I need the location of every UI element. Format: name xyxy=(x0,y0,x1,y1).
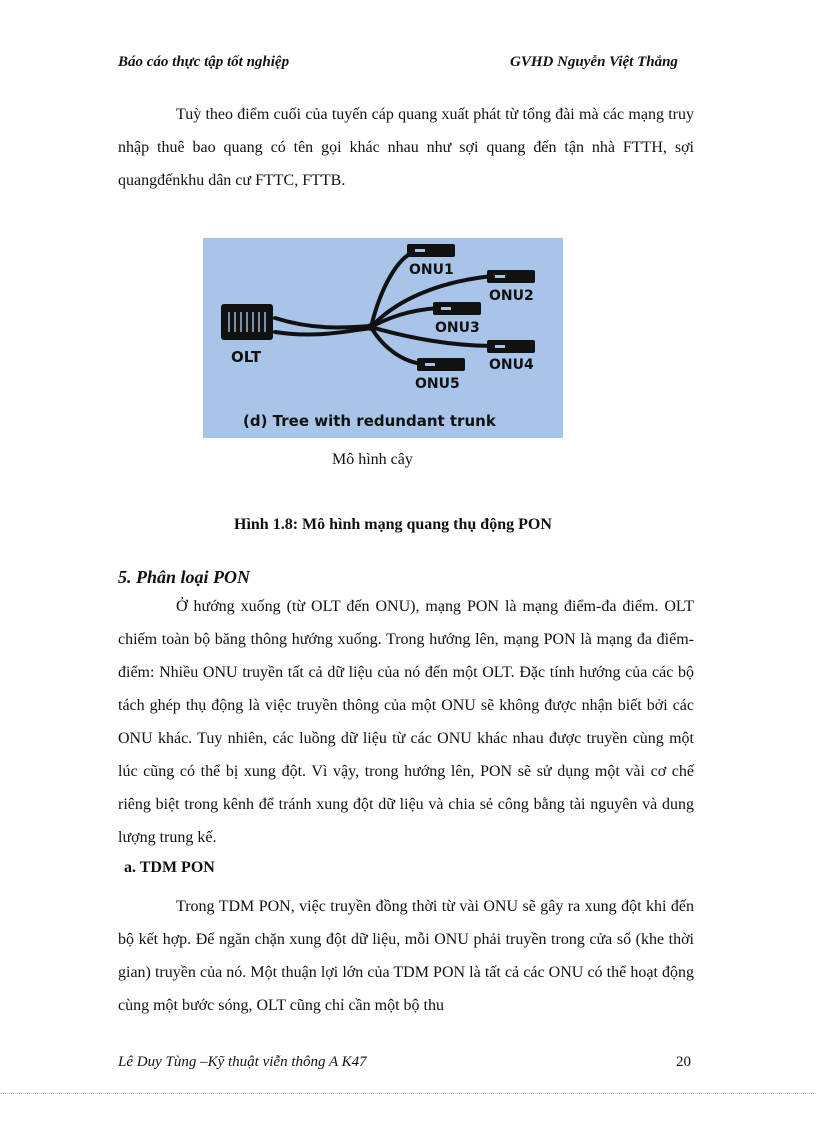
page-bottom-divider xyxy=(0,1093,816,1094)
onu1-label: ONU1 xyxy=(409,262,454,278)
onu4-device xyxy=(487,340,535,353)
section-text: Ở hướng xuống (từ OLT đến ONU), mạng PON là mạng điểm-đa điểm. OLT chiếm toàn bộ băng thông hướng xuống. Trong hướng lên, mạng PON là mạng đa điểm-điểm: Nhiều ONU truyền tất cả dữ liệu của nó đến một OLT. Đặc tính hướng của các bộ tách ghép thụ động là việc truyền thông của một ONU sẽ không được nhận biết bởi các ONU khác. Tuy nhiên, các luồng dữ liệu từ các ONU khác nhau được truyền cùng một lúc cũng có thể bị xung đột. Vì vậy, trong hướng lên, PON sẽ sử dụng một vài cơ chế riêng biệt trong kênh để tránh xung đột dữ liệu và chia sẻ công bằng tài nguyên và dung lượng trung kế. xyxy=(118,598,694,846)
tree-topology-diagram xyxy=(203,238,563,438)
page-number: 20 xyxy=(676,1054,691,1070)
subsection-paragraph xyxy=(118,890,694,1022)
figure-title: Hình 1.8: Mô hình mạng quang thụ động PON xyxy=(234,516,552,533)
intro-paragraph xyxy=(118,98,694,197)
subsection-text: Trong TDM PON, việc truyền đồng thời từ vài ONU sẽ gây ra xung đột khi đến bộ kết hợp. Để ngăn chặn xung đột dữ liệu, mỗi ONU phải truyền trong cửa sổ (khe thời gian) truyền của nó. Một thuận lợi lớn của TDM PON là tất cả các ONU có thể hoạt động cùng một bước sóng, OLT cũng chỉ cần một bộ thu xyxy=(118,898,694,1014)
image-caption: Mô hình cây xyxy=(332,451,413,468)
intro-text: Tuỳ theo điểm cuối của tuyến cáp quang xuất phát từ tổng đài mà các mạng truy nhập thuê bao quang có tên gọi khác nhau như sợi quang đến tận nhà FTTH, sợi quangđếnkhu dân cư FTTC, FTTB. xyxy=(118,106,694,189)
trunk-fiber-1 xyxy=(275,318,371,328)
onu3-label: ONU3 xyxy=(435,320,480,336)
onu4-label: ONU4 xyxy=(489,357,534,373)
figure-inner-caption: (d) Tree with redundant trunk xyxy=(243,412,496,430)
footer-author: Lê Duy Tùng –Kỹ thuật viễn thông A K47 xyxy=(118,1054,367,1070)
header-report-title: Báo cáo thực tập tốt nghiệp xyxy=(118,54,290,70)
section-paragraph xyxy=(118,590,694,854)
header-advisor: GVHD Nguyễn Việt Thắng xyxy=(510,54,678,70)
onu5-device xyxy=(417,358,465,371)
olt-device xyxy=(221,304,273,340)
section-heading: 5. Phân loại PON xyxy=(118,567,251,587)
onu1-device xyxy=(407,244,455,257)
onu2-device xyxy=(487,270,535,283)
subsection-heading: a. TDM PON xyxy=(124,859,215,876)
olt-label: OLT xyxy=(231,348,262,366)
splitter-node xyxy=(367,323,375,331)
tree-topology-figure xyxy=(203,238,563,438)
onu3-device xyxy=(433,302,481,315)
onu5-label: ONU5 xyxy=(415,376,460,392)
onu2-label: ONU2 xyxy=(489,288,534,304)
